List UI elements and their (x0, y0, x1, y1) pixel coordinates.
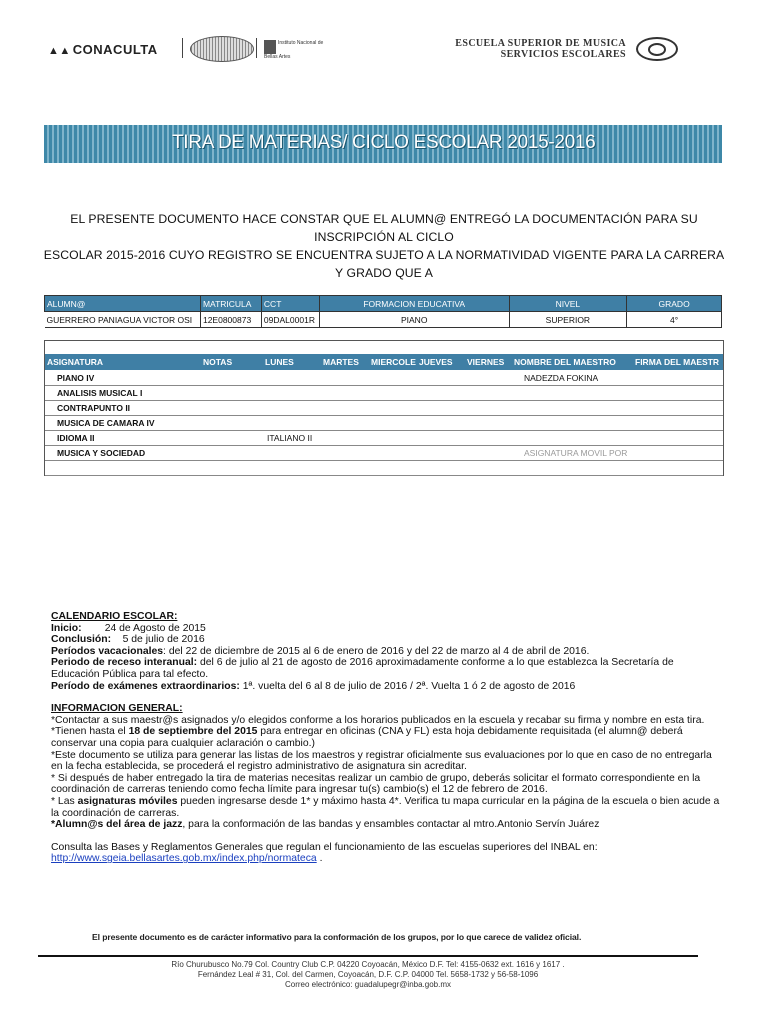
inicio-value: 24 de Agosto de 2015 (104, 622, 206, 634)
school-name-line1: ESCUELA SUPERIOR DE MUSICA (455, 38, 626, 49)
receso-label: Periodo de receso interanual: (51, 657, 198, 669)
inba-logo: Instituto Nacional de Bellas Artes (264, 40, 324, 60)
subject-teacher: NADEZDA FOKINA (524, 373, 599, 383)
header-nivel: NIVEL (509, 296, 627, 312)
intro-text (40, 210, 728, 282)
inicio-label: Inicio: (51, 622, 82, 634)
info-p7: Consulta las Bases y Reglamentos Generales que regulan el funcionamiento de las escuelas superiores del INBAL en: (51, 841, 598, 853)
info-p5-c: pueden ingresarse desde 1* y máximo hasta 4*. Verifica tu mapa curricular en la página de la escuela o bien acude a la coordinación de carreras. (51, 795, 720, 819)
info-p1: *Contactar a sus maestr@s asignados y/o elegidos conforme a los horarios publicados en la escuela y recabar su firma y nombre en esta tira. (51, 714, 705, 726)
receso-value: del 6 de julio al 21 de agosto de 2016 aproximadamente conforme a lo que establezca la Secretaría de Educación Pública para tal efecto. (51, 657, 674, 680)
cell-grado: 4° (627, 312, 722, 328)
page-title: TIRA DE MATERIAS/ CICLO ESCOLAR 2015-2016 (172, 132, 596, 153)
header-lunes: LUNES (265, 357, 294, 367)
table-row (45, 401, 723, 416)
page-header (0, 28, 768, 68)
subject-lunes: ITALIANO II (267, 433, 313, 443)
header-alumno: ALUMN@ (45, 296, 201, 312)
seal-icon (190, 36, 254, 62)
table-row (45, 446, 723, 461)
subject-teacher: ASIGNATURA MOVIL POR (524, 448, 628, 458)
header-jueves: JUEVES (419, 357, 453, 367)
info-p6-b: , para la conformación de las bandas y ensambles contactar al mtro.Antonio Servín Juárez (182, 819, 600, 831)
info-p2-a: *Tienen hasta el (51, 726, 129, 738)
subject-name: PIANO IV (57, 373, 95, 383)
subject-name: MUSICA Y SOCIEDAD (57, 448, 146, 458)
address-line-2: Fernández Leal # 31, Col. del Carmen, Coyoacán, D.F. C.P. 04000 Tel. 5658-1732 y 56-58-1096 (197, 970, 539, 979)
student-table (44, 295, 722, 328)
table-row (45, 461, 723, 476)
school-name-line2: SERVICIOS ESCOLARES (500, 49, 626, 60)
header-miercoles: MIERCOLE (371, 357, 416, 367)
header-martes: MARTES (323, 357, 359, 367)
school-logo-icon (636, 37, 678, 61)
extra-label: Período de exámenes extraordinarios: (51, 680, 240, 692)
header-maestro: NOMBRE DEL MAESTRO (514, 357, 616, 367)
school-name (440, 38, 626, 60)
info-p4: * Si después de haber entregado la tira de materias necesitas realizar un cambio de grupo, deberás solicitar el formato correspondiente en la coordinación de carreras teniendo como fecha límite para ingresar tu(s) cambio(s) el 12 de febrero de 2016. (51, 772, 701, 796)
footer-address (60, 960, 676, 990)
info-p5-bold: asignaturas móviles (77, 795, 178, 807)
table-row (45, 431, 723, 446)
address-line-1: Río Churubusco No.79 Col. Country Club C.P. 04220 Coyoacán, México D.F. Tel: 4155-0632 ext. 1616 y 1617 . (171, 960, 565, 969)
info-p3: *Este documento se utiliza para generar las listas de los maestros y registrar oficialmente sus evaluaciones por lo que en caso de no entregarla en la fecha establecida, se procederá el registro administrativo de asignatura sin acreditar. (51, 749, 712, 773)
footer-note: El presente documento es de carácter informativo para la conformación de los grupos, por lo que carece de validez oficial. (92, 932, 582, 942)
subject-name: ANALISIS MUSICAL I (57, 388, 143, 398)
info-p5-a: * Las (51, 795, 78, 807)
intro-line-2: ESCOLAR 2015-2016 CUYO REGISTRO SE ENCUENTRA SUJETO A LA NORMATIVIDAD VIGENTE PARA LA CARRERA Y GRADO QUE A (43, 248, 725, 280)
header-firma: FIRMA DEL MAESTR (635, 357, 720, 367)
header-formacion: FORMACION EDUCATIVA (319, 296, 509, 312)
table-row (45, 416, 723, 431)
info-p2-deadline: 18 de septiembre del 2015 (128, 726, 258, 738)
vacaciones-value: : del 22 de diciembre de 2015 al 6 de enero de 2016 y del 22 de marzo al 4 de abril de 2016. (163, 645, 590, 657)
conclusion-label: Conclusión: (51, 634, 112, 646)
info-p2-c: para entregar en oficinas (CNA y FL) esta hoja debidamente requisitada (el alumn@ deberá conservar una copia para cualquier aclaración o cambio.) (51, 726, 683, 749)
divider (182, 38, 183, 58)
header-matricula: MATRICULA (200, 296, 261, 312)
intro-line-1: EL PRESENTE DOCUMENTO HACE CONSTAR QUE EL ALUMN@ ENTREGÓ LA DOCUMENTACIÓN PARA SU INSCRIPCIÓN AL CICLO (70, 212, 698, 244)
info-heading: INFORMACION GENERAL: (51, 703, 183, 715)
subject-name: MUSICA DE CAMARA IV (57, 418, 155, 428)
cell-formacion: PIANO (319, 312, 509, 328)
address-line-3: Correo electrónico: guadalupegr@inba.gob.mx (285, 980, 451, 989)
subjects-table (44, 340, 724, 476)
header-notas: NOTAS (203, 357, 233, 367)
table-row (45, 386, 723, 401)
info-p6-bold: *Alumn@s del área de jazz (51, 819, 183, 831)
vacaciones-label: Períodos vacacionales (51, 645, 164, 657)
table-row (45, 312, 722, 328)
table-row (45, 371, 723, 386)
header-grado: GRADO (627, 296, 722, 312)
normateca-link[interactable]: http://www.sgeia.bellasartes.gob.mx/index.php/normateca (51, 853, 317, 865)
extra-value: 1ª. vuelta del 6 al 8 de julio de 2016 / 2ª. Vuelta 1 ó 2 de agosto de 2016 (239, 680, 576, 692)
divider (256, 38, 257, 58)
info-section (51, 611, 721, 865)
student-table-header (45, 296, 722, 312)
cell-matricula: 12E0800873 (200, 312, 261, 328)
header-asignatura: ASIGNATURA (47, 357, 104, 367)
cell-nivel: SUPERIOR (509, 312, 627, 328)
subject-name: CONTRAPUNTO II (57, 403, 131, 413)
cell-cct: 09DAL0001R (261, 312, 319, 328)
calendar-heading: CALENDARIO ESCOLAR: (51, 611, 178, 622)
header-cct: CCT (261, 296, 319, 312)
header-viernes: VIERNES (467, 357, 505, 367)
conaculta-logo: ▲▲ CONACULTA (48, 42, 158, 57)
footer-divider (38, 955, 698, 957)
link-suffix: . (316, 853, 323, 865)
conclusion-value: 5 de julio de 2016 (122, 634, 205, 646)
subject-name: IDIOMA II (57, 433, 95, 443)
subjects-table-header (45, 354, 723, 370)
cell-alumno: GUERRERO PANIAGUA VICTOR OSI (45, 312, 201, 328)
